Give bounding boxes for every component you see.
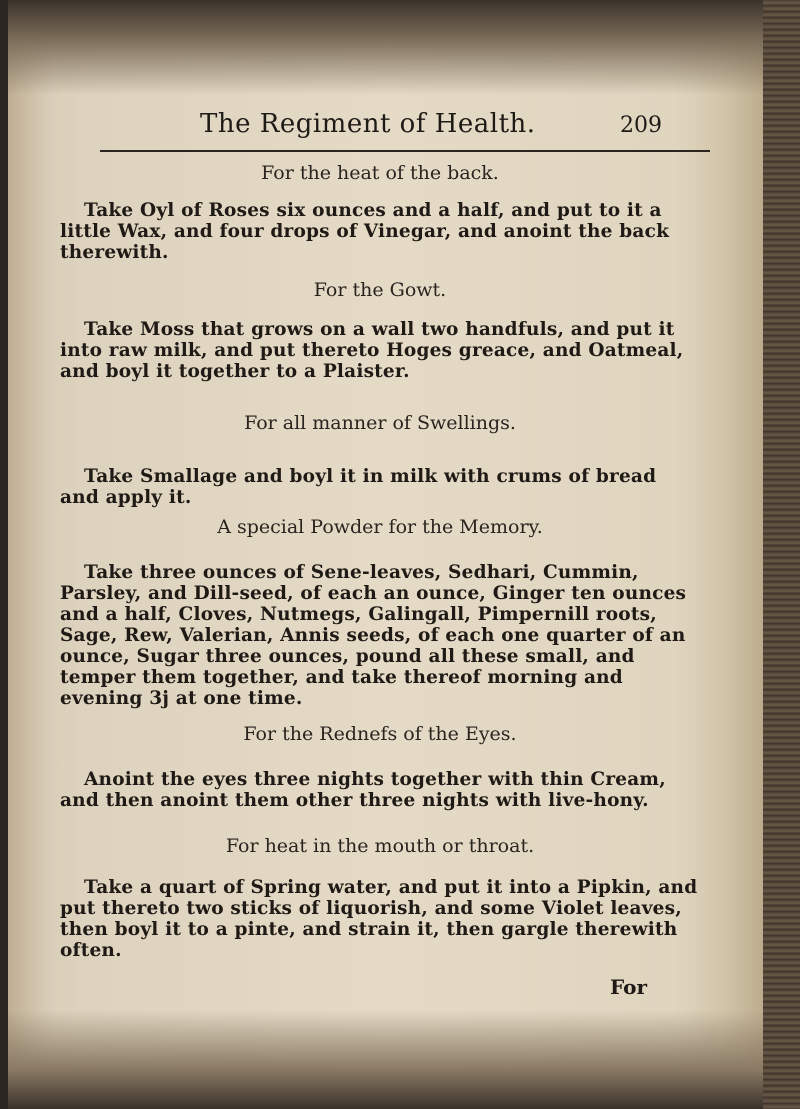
header-rule xyxy=(100,150,710,152)
section-heading: For the Gowt. xyxy=(313,279,447,301)
section-heading: For all manner of Swellings. xyxy=(244,412,516,434)
page-number: 209 xyxy=(620,113,662,138)
section-body: Take three ounces of Sene-leaves, Sedhari, Cummin, Parsley, and Dill-seed, of each an ounce, Ginger ten ounces and a half, Cloves, Nutmegs, Galingall, Pimpernill roots, Sage, Rew, Valerian, Annis seeds, of each one quarter of an ounce, Sugar three ounces, pound all these small, and temper them together, and take thereof morning and evening 3j at one time. xyxy=(60,562,687,709)
section-heading: A special Powder for the Memory. xyxy=(217,516,543,538)
section-body: Take Oyl of Roses six ounces and a half, and put to it a little Wax, and four drops of Vinegar, and anoint the back therewith. xyxy=(60,200,670,263)
section-body: Take Moss that grows on a wall two handfuls, and put it into raw milk, and put thereto Hoges greace, and Oatmeal, and boyl it together to a Plaister. xyxy=(60,319,684,382)
page-content xyxy=(60,160,700,961)
section-body: Take a quart of Spring water, and put it into a Pipkin, and put thereto two sticks of liquorish, and some Violet leaves, then boyl it to a pinte, and strain it, then gargle therewith often. xyxy=(60,877,698,961)
section-heading: For the heat of the back. xyxy=(261,162,499,184)
section-body: Take Smallage and boyl it in milk with crums of bread and apply it. xyxy=(60,466,657,508)
top-shadow xyxy=(8,0,763,95)
bottom-shadow xyxy=(8,1010,763,1109)
section-heading: For the Rednefs of the Eyes. xyxy=(243,723,517,745)
section-body: Anoint the eyes three nights together with thin Cream, and then anoint them other three nights with live-hony. xyxy=(60,769,666,811)
catchword: For xyxy=(610,975,647,999)
section-heading: For heat in the mouth or throat. xyxy=(225,835,535,857)
page-header xyxy=(60,105,710,153)
running-title: The Regiment of Health. xyxy=(200,109,536,139)
page-edges xyxy=(763,0,800,1109)
